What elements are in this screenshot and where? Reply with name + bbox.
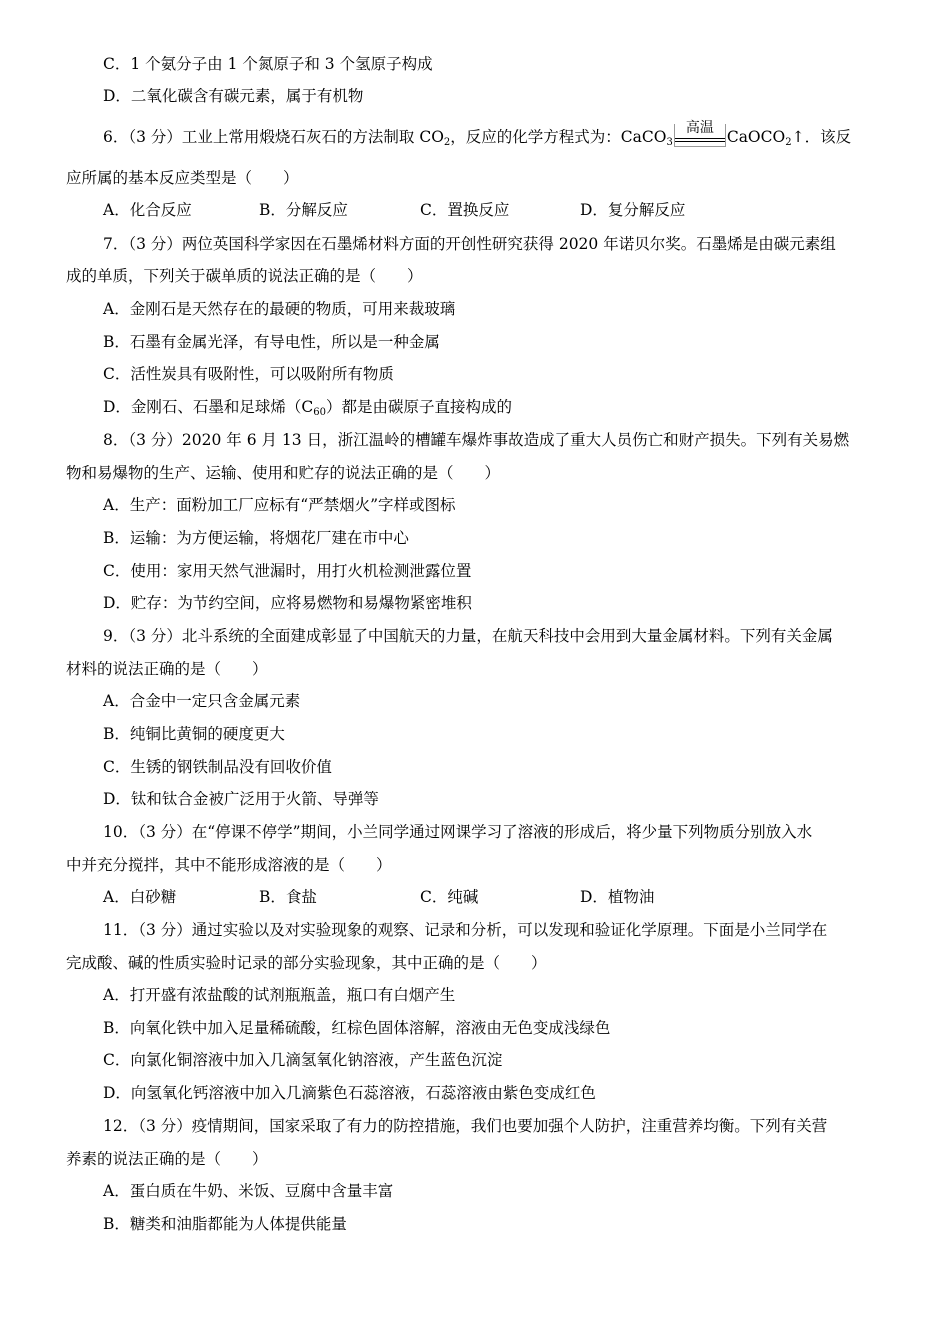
q6-sub-2b: 2 [785,137,792,148]
q9-stem-line2: 材料的说法正确的是（ ） [66,660,268,678]
q7-option-d [103,397,512,417]
q9-stem-line1: 9．（3 分）北斗系统的全面建成彰显了中国航天的力量，在航天科技中会用到大量金属材料。下列有关金属 [103,627,833,645]
q9-option-d: D．钛和钛合金被广泛用于火箭、导弹等 [103,790,379,808]
q11-option-c: C．向氯化铜溶液中加入几滴氢氧化钠溶液，产生蓝色沉淀 [103,1051,503,1069]
reaction-condition-label: 高温 [685,120,714,136]
q5-option-c: C．1 个氨分子由 1 个氮原子和 3 个氢原子构成 [103,55,433,73]
q10-option-d: D．植物油 [580,888,655,906]
q9-option-c: C．生锈的钢铁制品没有回收价值 [103,758,332,776]
q11-option-a: A．打开盛有浓盐酸的试剂瓶瓶盖，瓶口有白烟产生 [103,986,456,1004]
q6-sub-3: 3 [666,137,673,148]
q6-stem-part-a: 6．（3 分）工业上常用煅烧石灰石的方法制取 CO [103,128,444,146]
q10-stem-line2: 中并充分搅拌，其中不能形成溶液的是（ ） [66,856,392,874]
q12-stem-line2: 养素的说法正确的是（ ） [66,1150,268,1168]
q6-stem-part-b: ，反应的化学方程式为：CaCO [450,128,667,146]
q12-stem-line1: 12．（3 分）疫情期间，国家采取了有力的防控措施，我们也要加强个人防护，注重营养均衡。下列有关营 [103,1117,828,1135]
q8-option-c: C．使用：家用天然气泄漏时，用打火机检测泄露位置 [103,562,472,580]
q11-stem-line2: 完成酸、碱的性质实验时记录的部分实验现象，其中正确的是（ ） [66,954,547,972]
q10-option-a: A．白砂糖 [103,888,177,906]
q6-option-b: B．分解反应 [259,201,348,219]
q6-option-d: D．复分解反应 [580,201,686,219]
q6-option-a: A．化合反应 [103,201,192,219]
q7-option-d-part-a: D．金刚石、石墨和足球烯（C [103,398,314,416]
q6-stem-part-d: ↑．该反 [791,128,852,146]
q7-stem-line1: 7．（3 分）两位英国科学家因在石墨烯材料方面的开创性研究获得 2020 年诺贝尔奖。石墨烯是由碳元素组 [103,235,836,253]
q10-option-b: B．食盐 [259,888,317,906]
q8-option-d: D．贮存：为节约空间，应将易燃物和易爆物紧密堆积 [103,594,472,612]
q7-option-d-sub: 60 [313,407,327,418]
q12-option-b: B．糖类和油脂都能为人体提供能量 [103,1215,347,1233]
q7-option-c: C．活性炭具有吸附性，可以吸附所有物质 [103,365,394,383]
q10-option-c: C．纯碱 [420,888,479,906]
q12-option-a: A．蛋白质在牛奶、米饭、豆腐中含量丰富 [103,1182,394,1200]
q7-option-d-part-b: ）都是由碳原子直接构成的 [326,398,513,416]
q6-sub-2: 2 [443,137,451,148]
reaction-condition [674,120,726,146]
q7-option-b: B．石墨有金属光泽，有导电性，所以是一种金属 [103,333,440,351]
q6-stem-part-c: CaOCO [726,128,786,146]
q11-option-d: D．向氢氧化钙溶液中加入几滴紫色石蕊溶液，石蕊溶液由紫色变成红色 [103,1084,596,1102]
q7-option-a: A．金刚石是天然存在的最硬的物质，可用来裁玻璃 [103,300,456,318]
q6-stem-line2: 应所属的基本反应类型是（ ） [66,169,299,187]
q6-option-c: C．置换反应 [420,201,510,219]
q11-option-b: B．向氧化铁中加入足量稀硫酸，红棕色固体溶解，溶液由无色变成浅绿色 [103,1019,611,1037]
q8-option-a: A．生产：面粉加工厂应标有“严禁烟火”字样或图标 [103,496,456,514]
q7-stem-line2: 成的单质，下列关于碳单质的说法正确的是（ ） [66,267,423,285]
q8-stem-line1: 8．（3 分）2020 年 6 月 13 日，浙江温岭的槽罐车爆炸事故造成了重大人员伤亡和财产损失。下列有关易燃 [103,431,850,449]
q6-stem-line1 [103,120,852,148]
q9-option-a: A．合金中一定只含金属元素 [103,692,301,710]
q10-stem-line1: 10．（3 分）在“停课不停学”期间，小兰同学通过网课学习了溶液的形成后，将少量下列物质分别放入水 [103,823,813,841]
q8-option-b: B．运输：为方便运输，将烟花厂建在市中心 [103,529,409,547]
q5-option-d: D．二氧化碳含有碳元素，属于有机物 [103,87,364,105]
q8-stem-line2: 物和易爆物的生产、运输、使用和贮存的说法正确的是（ ） [66,464,501,482]
q9-option-b: B．纯铜比黄铜的硬度更大 [103,725,285,743]
q11-stem-line1: 11．（3 分）通过实验以及对实验现象的观察、记录和分析，可以发现和验证化学原理。下面是小兰同学在 [103,921,828,939]
